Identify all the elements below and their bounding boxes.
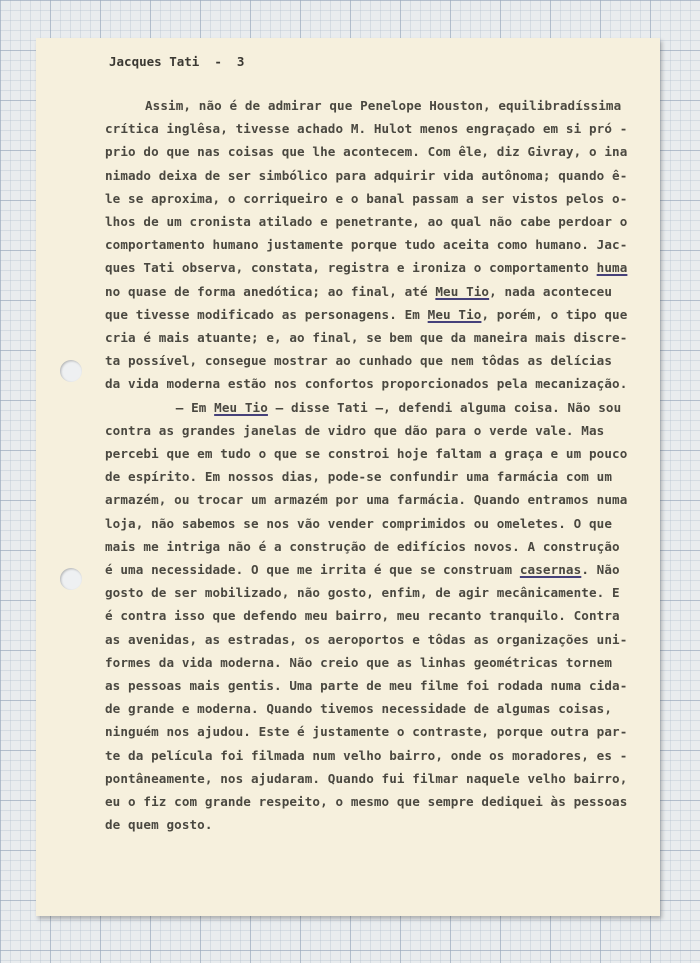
text-line xyxy=(105,376,627,391)
text-segment: gosto de ser mobilizado, não gosto, enfim, de agir mecânicamente. E xyxy=(105,585,620,601)
text-segment: mais me intriga não é a construção de edifícios novos. A construção xyxy=(105,538,620,554)
text-segment: comportamento humano justamente porque tudo aceita como humano. Jac- xyxy=(105,237,628,253)
underlined-title: Meu Tio xyxy=(435,283,490,299)
text-segment: loja, não sabemos se nos vão vender comprimidos ou omeletes. O que xyxy=(105,515,613,531)
typed-page xyxy=(36,38,660,916)
text-line xyxy=(145,400,621,415)
text-segment: armazém, ou trocar um armazém por uma farmácia. Quando entramos numa xyxy=(105,492,628,508)
text-segment: , porém, o tipo que xyxy=(481,306,628,322)
text-line xyxy=(105,168,627,183)
text-line xyxy=(105,191,627,206)
text-line xyxy=(105,794,627,809)
text-segment: as avenidas, as estradas, os aeroportos e tôdas as organizações uni- xyxy=(105,631,628,647)
text-segment: ta possível, consegue mostrar ao cunhado que nem tôdas as delícias xyxy=(105,353,613,369)
text-segment: — disse Tati —, defendi alguma coisa. Não sou xyxy=(267,399,622,415)
text-segment: te da película foi filmada num velho bairro, onde os moradores, es - xyxy=(105,747,628,763)
text-segment: le se aproxima, o corriqueiro e o banal passam a ser vistos pelos o- xyxy=(105,190,628,206)
text-segment: ninguém nos ajudou. Este é justamente o contraste, porque outra par- xyxy=(105,724,628,740)
text-segment: percebi que em tudo o que se constroi hoje faltam a graça e um pouco xyxy=(105,446,628,461)
text-line xyxy=(105,144,627,159)
underlined-title: casernas xyxy=(519,562,582,577)
text-segment: no quase de forma anedótica; ao final, até xyxy=(105,283,436,299)
text-line xyxy=(105,237,627,252)
text-line xyxy=(105,655,612,670)
text-line xyxy=(105,260,627,275)
text-segment: — Em xyxy=(145,399,215,415)
text-segment: ques Tati observa, constata, registra e ironiza o comportamento xyxy=(105,260,597,276)
text-line xyxy=(105,423,604,438)
punch-hole-top xyxy=(60,360,82,382)
text-segment: cria é mais atuante; e, ao final, se bem que da maneira mais discre- xyxy=(105,330,628,345)
text-line xyxy=(105,701,612,716)
underlined-title: huma xyxy=(596,260,628,276)
page-header: Jacques Tati - 3 xyxy=(109,54,245,69)
text-segment: eu o fiz com grande respeito, o mesmo que sempre dediquei às pessoas xyxy=(105,794,628,809)
text-segment: as pessoas mais gentis. Uma parte de meu filme foi rodada numa cida- xyxy=(105,678,628,693)
text-line xyxy=(145,98,621,113)
text-segment: nimado deixa de ser simbólico para adquirir vida autônoma; quando ê- xyxy=(105,167,628,183)
text-segment: é contra isso que defendo meu bairro, meu recanto tranquilo. Contra xyxy=(105,608,620,624)
text-line xyxy=(105,469,612,484)
text-line xyxy=(105,724,627,739)
text-line xyxy=(105,492,627,507)
text-line xyxy=(105,516,612,531)
text-line xyxy=(105,330,627,345)
text-line xyxy=(105,214,627,229)
text-line xyxy=(105,562,620,577)
text-line xyxy=(105,678,627,693)
text-segment: de espírito. Em nossos dias, pode-se confundir uma farmácia com um xyxy=(105,469,613,485)
text-segment: crítica inglêsa, tivesse achado M. Hulot menos engraçado em si pró - xyxy=(105,121,628,137)
text-line xyxy=(105,748,627,763)
text-line xyxy=(105,446,627,461)
text-segment: contra as grandes janelas de vidro que dão para o verde vale. Mas xyxy=(105,422,605,438)
text-line xyxy=(105,585,620,600)
text-line xyxy=(105,608,620,623)
text-segment: pontâneamente, nos ajudaram. Quando fui filmar naquele velho bairro, xyxy=(105,770,628,786)
punch-hole-bottom xyxy=(60,568,82,590)
text-segment: Assim, não é de admirar que Penelope Houston, equilibradíssima xyxy=(145,98,622,113)
text-segment: de quem gosto. xyxy=(105,817,213,833)
text-line xyxy=(105,632,627,647)
text-line xyxy=(105,307,627,322)
text-line xyxy=(105,353,612,368)
underlined-title: Meu Tio xyxy=(427,306,482,322)
text-line xyxy=(105,771,627,786)
text-segment: da vida moderna estão nos confortos proporcionados pela mecanização. xyxy=(105,376,628,392)
text-segment: é uma necessidade. O que me irrita é que se construam xyxy=(105,562,520,577)
text-line xyxy=(105,284,612,299)
text-segment: prio do que nas coisas que lhe acontecem. Com êle, diz Givray, o ina xyxy=(105,144,628,160)
text-line xyxy=(105,817,213,832)
text-line xyxy=(105,539,620,554)
text-segment: de grande e moderna. Quando tivemos necessidade de algumas coisas, xyxy=(105,701,613,717)
text-segment: formes da vida moderna. Não creio que as linhas geométricas tornem xyxy=(105,654,613,670)
text-segment: que tivesse modificado as personagens. Em xyxy=(105,306,428,322)
text-segment: , nada aconteceu xyxy=(489,283,613,299)
text-segment: . Não xyxy=(581,562,620,577)
underlined-title: Meu Tio xyxy=(214,399,268,415)
text-line xyxy=(105,121,627,136)
text-segment: lhos de um cronista atilado e penetrante, ao qual não cabe perdoar o xyxy=(105,214,628,229)
